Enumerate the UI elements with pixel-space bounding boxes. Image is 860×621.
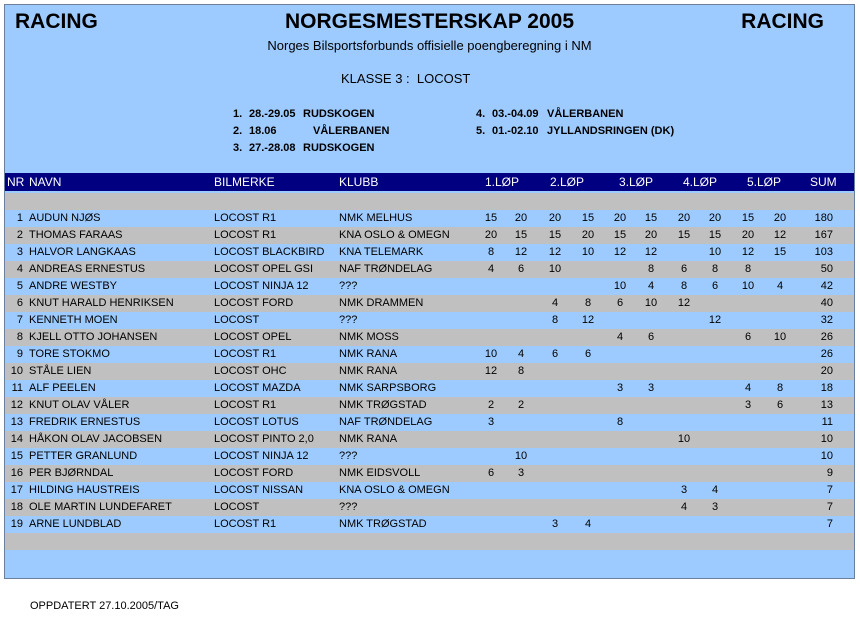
cell-nr: 13 — [10, 416, 23, 428]
cell-sum: 180 — [814, 212, 833, 224]
cell-sum: 50 — [820, 263, 833, 275]
event-date: 27.-28.08 — [249, 142, 296, 154]
table-row — [5, 295, 854, 312]
cell-navn: STÅLE LIEN — [29, 365, 92, 377]
event-number: 5. — [476, 125, 486, 137]
cell-bilmerke: LOCOST FORD — [214, 467, 294, 479]
cell-sum: 18 — [820, 382, 833, 394]
cell-points: 12 — [773, 229, 787, 241]
table-row — [5, 414, 854, 431]
cell-nr: 10 — [10, 365, 23, 377]
cell-navn: HILDING HAUSTREIS — [29, 484, 140, 496]
table-row — [5, 278, 854, 295]
cell-navn: KENNETH MOEN — [29, 314, 118, 326]
cell-nr: 11 — [11, 382, 23, 394]
cell-points: 10 — [514, 450, 528, 462]
cell-klubb: KNA OSLO & OMEGN — [339, 229, 450, 241]
cell-bilmerke: LOCOST BLACKBIRD — [214, 246, 325, 258]
cell-points: 6 — [776, 399, 784, 411]
event-number: 1. — [233, 108, 243, 120]
cell-navn: ANDRE WESTBY — [29, 280, 118, 292]
cell-points: 20 — [581, 229, 595, 241]
cell-klubb: ??? — [339, 280, 358, 292]
cell-sum: 9 — [826, 467, 833, 479]
cell-points: 12 — [581, 314, 595, 326]
cell-points: 3 — [487, 416, 495, 428]
cell-nr: 15 — [10, 450, 23, 462]
event-date: 03.-04.09 — [492, 108, 539, 120]
cell-points: 6 — [584, 348, 592, 360]
cell-klubb: NMK MOSS — [339, 331, 399, 343]
cell-points: 20 — [677, 212, 691, 224]
cell-nr: 8 — [16, 331, 23, 343]
table-row — [5, 244, 854, 261]
event-venue: RUDSKOGEN — [303, 142, 375, 154]
cell-points: 10 — [548, 263, 562, 275]
cell-klubb: ??? — [339, 314, 358, 326]
table-row — [5, 482, 854, 499]
cell-points: 3 — [517, 467, 525, 479]
cell-sum: 10 — [820, 450, 833, 462]
event-item — [233, 142, 375, 154]
table-row — [5, 380, 854, 397]
cell-klubb: NMK SARPSBORG — [339, 382, 437, 394]
cell-bilmerke: LOCOST OPEL GSI — [214, 263, 314, 275]
cell-klubb: NAF TRØNDELAG — [339, 416, 433, 428]
table-stripe — [5, 193, 854, 210]
cell-klubb: KNA TELEMARK — [339, 246, 424, 258]
cell-points: 10 — [581, 246, 595, 258]
cell-points: 2 — [517, 399, 525, 411]
cell-points: 6 — [517, 263, 525, 275]
cell-sum: 7 — [826, 501, 833, 513]
class-label: KLASSE 3 : — [341, 71, 410, 86]
racing-label-left: RACING — [15, 10, 98, 33]
cell-points: 12 — [484, 365, 498, 377]
cell-navn: HÅKON OLAV JACOBSEN — [29, 433, 163, 445]
event-item — [233, 125, 389, 137]
page-subtitle: Norges Bilsportsforbunds offisielle poengberegning i NM — [267, 38, 592, 53]
cell-bilmerke: LOCOST R1 — [214, 518, 277, 530]
event-venue: JYLLANDSRINGEN (DK) — [547, 125, 675, 137]
cell-bilmerke: LOCOST NISSAN — [214, 484, 304, 496]
event-venue: RUDSKOGEN — [303, 108, 375, 120]
cell-klubb: NMK MELHUS — [339, 212, 413, 224]
cell-points: 20 — [741, 229, 755, 241]
cell-bilmerke: LOCOST R1 — [214, 399, 277, 411]
cell-klubb: NMK TRØGSTAD — [339, 399, 427, 411]
cell-bilmerke: LOCOST — [214, 501, 260, 513]
cell-points: 8 — [647, 263, 655, 275]
cell-navn: KNUT OLAV VÅLER — [29, 399, 130, 411]
cell-nr: 14 — [10, 433, 23, 445]
cell-points: 3 — [711, 501, 719, 513]
cell-navn: HALVOR LANGKAAS — [29, 246, 136, 258]
cell-klubb: NMK RANA — [339, 365, 398, 377]
table-stripe — [5, 550, 854, 567]
cell-points: 15 — [548, 229, 562, 241]
cell-klubb: NMK EIDSVOLL — [339, 467, 421, 479]
cell-points: 15 — [677, 229, 691, 241]
cell-points: 8 — [584, 297, 592, 309]
cell-points: 8 — [487, 246, 495, 258]
table-row — [5, 431, 854, 448]
table-header — [5, 173, 854, 191]
col-lop2: 2.LØP — [550, 175, 585, 189]
class-name: LOCOST — [416, 71, 471, 86]
event-item — [476, 125, 674, 137]
cell-navn: PETTER GRANLUND — [29, 450, 138, 462]
col-lop3: 3.LØP — [619, 175, 654, 189]
cell-nr: 2 — [16, 229, 23, 241]
cell-sum: 11 — [821, 416, 833, 428]
cell-bilmerke: LOCOST MAZDA — [214, 382, 301, 394]
cell-bilmerke: LOCOST OHC — [214, 365, 287, 377]
cell-nr: 4 — [16, 263, 23, 275]
event-number: 3. — [233, 142, 243, 154]
cell-klubb: NMK TRØGSTAD — [339, 518, 427, 530]
cell-navn: ARNE LUNDBLAD — [29, 518, 122, 530]
class-heading — [341, 71, 470, 86]
cell-points: 20 — [613, 212, 627, 224]
event-item — [233, 108, 375, 120]
cell-bilmerke: LOCOST NINJA 12 — [214, 450, 309, 462]
cell-points: 8 — [616, 416, 624, 428]
cell-nr: 17 — [10, 484, 23, 496]
cell-klubb: KNA OSLO & OMEGN — [339, 484, 450, 496]
cell-points: 15 — [581, 212, 595, 224]
cell-points: 10 — [741, 280, 755, 292]
cell-navn: OLE MARTIN LUNDEFARET — [29, 501, 172, 513]
table-row — [5, 448, 854, 465]
cell-points: 8 — [517, 365, 525, 377]
event-date: 28.-29.05 — [249, 108, 296, 120]
cell-sum: 40 — [820, 297, 833, 309]
cell-points: 12 — [677, 297, 691, 309]
cell-sum: 167 — [814, 229, 833, 241]
cell-points: 10 — [613, 280, 627, 292]
cell-points: 4 — [744, 382, 752, 394]
table-row — [5, 346, 854, 363]
cell-nr: 18 — [10, 501, 23, 513]
cell-points: 4 — [647, 280, 655, 292]
table-row — [5, 312, 854, 329]
cell-points: 12 — [708, 314, 722, 326]
cell-points: 12 — [741, 246, 755, 258]
event-date: 18.06 — [249, 125, 277, 137]
cell-points: 15 — [741, 212, 755, 224]
cell-points: 4 — [680, 501, 688, 513]
cell-nr: 12 — [10, 399, 23, 411]
cell-klubb: NAF TRØNDELAG — [339, 263, 433, 275]
table-row — [5, 227, 854, 244]
cell-points: 3 — [647, 382, 655, 394]
col-bilmerke: BILMERKE — [214, 175, 275, 189]
cell-navn: ANDREAS ERNESTUS — [29, 263, 146, 275]
cell-sum: 103 — [814, 246, 833, 258]
cell-points: 15 — [514, 229, 528, 241]
cell-points: 4 — [711, 484, 719, 496]
cell-points: 20 — [644, 229, 658, 241]
col-nr: NR — [7, 175, 25, 189]
cell-points: 6 — [711, 280, 719, 292]
cell-sum: 20 — [820, 365, 833, 377]
cell-points: 6 — [647, 331, 655, 343]
cell-points: 12 — [644, 246, 658, 258]
table-row — [5, 210, 854, 227]
col-lop5: 5.LØP — [747, 175, 782, 189]
cell-points: 12 — [548, 246, 562, 258]
cell-nr: 3 — [16, 246, 23, 258]
cell-points: 3 — [551, 518, 559, 530]
col-sum: SUM — [810, 175, 837, 189]
event-venue: VÅLERBANEN — [547, 108, 624, 120]
table-row — [5, 516, 854, 533]
cell-nr: 5 — [16, 280, 23, 292]
cell-points: 20 — [514, 212, 528, 224]
cell-points: 4 — [517, 348, 525, 360]
cell-points: 12 — [514, 246, 528, 258]
event-date: 01.-02.10 — [492, 125, 539, 137]
cell-navn: PER BJØRNDAL — [29, 467, 114, 479]
table-row — [5, 261, 854, 278]
cell-points: 6 — [744, 331, 752, 343]
table-row — [5, 465, 854, 482]
cell-sum: 42 — [820, 280, 833, 292]
cell-points: 8 — [776, 382, 784, 394]
updated-note: OPPDATERT 27.10.2005/TAG — [30, 600, 179, 612]
cell-points: 12 — [613, 246, 627, 258]
cell-points: 3 — [616, 382, 624, 394]
col-navn: NAVN — [29, 175, 62, 189]
cell-nr: 6 — [16, 297, 23, 309]
cell-bilmerke: LOCOST NINJA 12 — [214, 280, 309, 292]
cell-points: 10 — [773, 331, 787, 343]
cell-sum: 26 — [820, 331, 833, 343]
cell-points: 8 — [744, 263, 752, 275]
cell-navn: KJELL OTTO JOHANSEN — [29, 331, 158, 343]
page-title: NORGESMESTERSKAP 2005 — [284, 10, 575, 33]
table-row — [5, 397, 854, 414]
cell-points: 10 — [484, 348, 498, 360]
cell-points: 3 — [744, 399, 752, 411]
cell-nr: 16 — [10, 467, 23, 479]
cell-bilmerke: LOCOST R1 — [214, 348, 277, 360]
cell-points: 15 — [484, 212, 498, 224]
cell-points: 20 — [773, 212, 787, 224]
cell-points: 6 — [487, 467, 495, 479]
cell-navn: ALF PEELEN — [29, 382, 96, 394]
cell-bilmerke: LOCOST FORD — [214, 297, 294, 309]
cell-points: 4 — [584, 518, 592, 530]
cell-points: 2 — [487, 399, 495, 411]
cell-klubb: ??? — [339, 450, 358, 462]
cell-points: 8 — [711, 263, 719, 275]
cell-bilmerke: LOCOST R1 — [214, 229, 277, 241]
cell-bilmerke: LOCOST LOTUS — [214, 416, 299, 428]
event-item — [476, 108, 623, 120]
cell-points: 20 — [548, 212, 562, 224]
cell-points: 6 — [551, 348, 559, 360]
table-row — [5, 363, 854, 380]
table-stripe — [5, 533, 854, 550]
cell-klubb: ??? — [339, 501, 358, 513]
cell-bilmerke: LOCOST PINTO 2,0 — [214, 433, 314, 445]
cell-points: 10 — [644, 297, 658, 309]
cell-nr: 9 — [16, 348, 23, 360]
col-klubb: KLUBB — [339, 175, 379, 189]
cell-points: 3 — [680, 484, 688, 496]
cell-klubb: NMK RANA — [339, 433, 398, 445]
cell-points: 20 — [484, 229, 498, 241]
racing-label-right: RACING — [741, 10, 824, 33]
table-row — [5, 329, 854, 346]
cell-points: 6 — [616, 297, 624, 309]
cell-sum: 26 — [820, 348, 833, 360]
cell-points: 15 — [773, 246, 787, 258]
cell-sum: 7 — [826, 484, 833, 496]
cell-klubb: NMK RANA — [339, 348, 398, 360]
cell-points: 10 — [677, 433, 691, 445]
cell-klubb: NMK DRAMMEN — [339, 297, 424, 309]
cell-points: 4 — [487, 263, 495, 275]
cell-points: 10 — [708, 246, 722, 258]
event-venue: VÅLERBANEN — [313, 125, 390, 137]
col-lop4: 4.LØP — [683, 175, 718, 189]
cell-points: 4 — [776, 280, 784, 292]
cell-sum: 32 — [820, 314, 833, 326]
col-lop1: 1.LØP — [485, 175, 520, 189]
cell-points: 8 — [680, 280, 688, 292]
cell-bilmerke: LOCOST OPEL — [214, 331, 292, 343]
cell-nr: 19 — [10, 518, 23, 530]
cell-sum: 10 — [820, 433, 833, 445]
cell-points: 6 — [680, 263, 688, 275]
cell-points: 4 — [616, 331, 624, 343]
results-sheet — [4, 4, 855, 579]
table-row — [5, 499, 854, 516]
cell-nr: 1 — [16, 212, 23, 224]
cell-points: 4 — [551, 297, 559, 309]
cell-navn: FREDRIK ERNESTUS — [29, 416, 141, 428]
event-number: 4. — [476, 108, 486, 120]
event-number: 2. — [233, 125, 243, 137]
cell-points: 15 — [613, 229, 627, 241]
cell-bilmerke: LOCOST — [214, 314, 260, 326]
cell-points: 15 — [708, 229, 722, 241]
cell-navn: THOMAS FARAAS — [29, 229, 123, 241]
cell-points: 20 — [708, 212, 722, 224]
cell-navn: AUDUN NJØS — [29, 212, 101, 224]
cell-navn: KNUT HARALD HENRIKSEN — [29, 297, 174, 309]
cell-points: 15 — [644, 212, 658, 224]
cell-sum: 7 — [826, 518, 833, 530]
cell-nr: 7 — [16, 314, 23, 326]
cell-bilmerke: LOCOST R1 — [214, 212, 277, 224]
cell-points: 8 — [551, 314, 559, 326]
cell-navn: TORE STOKMO — [29, 348, 110, 360]
cell-sum: 13 — [820, 399, 833, 411]
